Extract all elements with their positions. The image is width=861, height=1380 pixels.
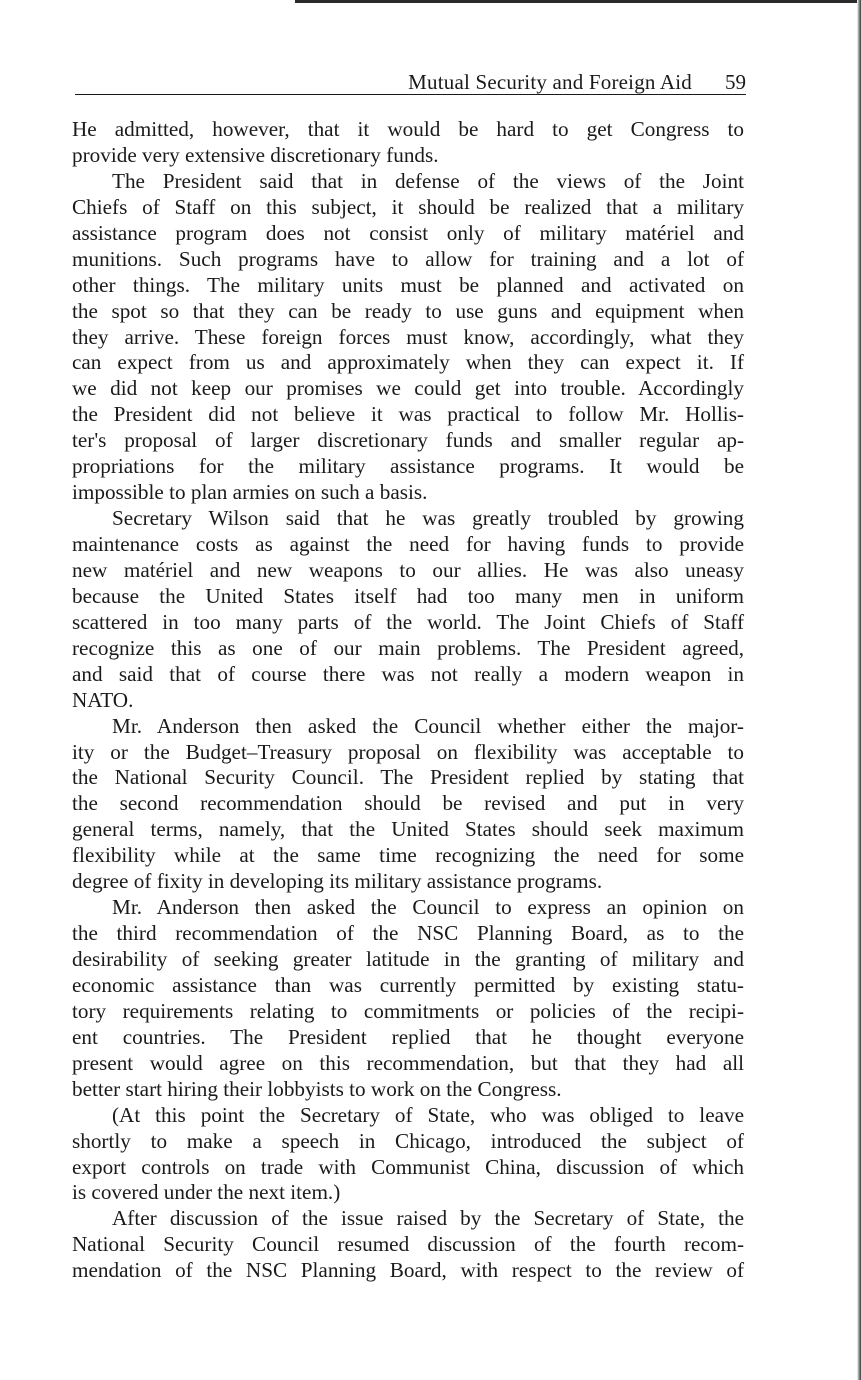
text-line: Mr. Anderson then asked the Council to express an opinion on: [112, 895, 744, 920]
running-head-title: Mutual Security and Foreign Aid: [408, 70, 692, 94]
text-line: we did not keep our promises we could get into trouble. Accordingly: [72, 376, 744, 401]
text-line: new matériel and new weapons to our allies. He was also uneasy: [72, 557, 744, 582]
text-line: mendation of the NSC Planning Board, with respect to the review of: [72, 1258, 744, 1283]
text-line: is covered under the next item.): [72, 1180, 341, 1205]
text-line: He admitted, however, that it would be hard to get Congress to: [72, 117, 744, 141]
text-line: maintenance costs as against the need for having funds to provide: [72, 532, 744, 556]
text-line: economic assistance than was currently permitted by existing statu-: [72, 972, 744, 997]
text-line: provide very extensive discretionary funds.: [72, 142, 439, 167]
running-head: [75, 70, 746, 95]
text-line: export controls on trade with Communist China, discussion of which: [72, 1154, 744, 1179]
text-line: propriations for the military assistance programs. It would be: [72, 454, 744, 479]
text-line: Mr. Anderson then asked the Council whether either the major-: [112, 713, 744, 738]
text-line: ter's proposal of larger discretionary funds and smaller regular ap-: [72, 428, 744, 453]
text-line: other things. The military units must be planned and activated on: [72, 272, 744, 297]
text-line: recognize this as one of our main problems. The President agreed,: [72, 635, 744, 660]
text-line: ity or the Budget–Treasury proposal on flexibility was acceptable to: [72, 739, 744, 764]
text-line: better start hiring their lobbyists to work on the Congress.: [72, 1076, 562, 1101]
text-line: the President did not believe it was practical to follow Mr. Hollis-: [72, 402, 744, 427]
text-line: shortly to make a speech in Chicago, introduced the subject of: [72, 1128, 744, 1153]
body-text: [72, 117, 744, 1284]
text-line: assistance program does not consist only of military matériel and: [72, 220, 744, 245]
text-line: National Security Council resumed discussion of the fourth recom-: [72, 1232, 744, 1257]
text-line: Secretary Wilson said that he was greatly troubled by growing: [112, 506, 744, 531]
text-line: scattered in too many parts of the world. The Joint Chiefs of Staff: [72, 609, 744, 634]
text-line: tory requirements relating to commitments or policies of the recipi-: [72, 998, 744, 1023]
text-line: because the United States itself had too many men in uniform: [72, 583, 744, 608]
text-line: desirability of seeking greater latitude in the granting of military and: [72, 947, 744, 971]
text-line: ent countries. The President replied that he thought everyone: [72, 1024, 744, 1049]
text-line: the third recommendation of the NSC Planning Board, as to the: [72, 921, 744, 946]
text-line: munitions. Such programs have to allow for training and a lot of: [72, 246, 744, 271]
page-top-edge-shadow: [295, 0, 861, 3]
text-line: can expect from us and approximately when they can expect it. If: [72, 350, 744, 375]
text-line: Chiefs of Staff on this subject, it should be realized that a military: [72, 194, 744, 219]
text-line: After discussion of the issue raised by the Secretary of State, the: [112, 1206, 744, 1231]
text-line: they arrive. These foreign forces must know, accordingly, what they: [72, 324, 744, 349]
text-line: and said that of course there was not really a modern weapon in: [72, 661, 744, 686]
page-right-edge-shadow: [857, 0, 861, 1380]
text-line: degree of fixity in developing its military assistance programs.: [72, 869, 603, 894]
text-line: The President said that in defense of the views of the Joint: [112, 168, 744, 193]
text-line: present would agree on this recommendation, but that they had all: [72, 1050, 744, 1075]
text-line: general terms, namely, that the United States should seek maximum: [72, 817, 744, 842]
text-line: flexibility while at the same time recognizing the need for some: [72, 843, 744, 868]
text-line: the second recommendation should be revised and put in very: [72, 791, 744, 816]
text-line: (At this point the Secretary of State, who was obliged to leave: [112, 1102, 744, 1127]
text-line: the National Security Council. The President replied by stating that: [72, 765, 744, 790]
page-number: 59: [725, 70, 746, 94]
text-line: the spot so that they can be ready to use guns and equipment when: [72, 298, 744, 323]
text-line: impossible to plan armies on such a basis.: [72, 480, 428, 505]
text-line: NATO.: [72, 687, 134, 712]
